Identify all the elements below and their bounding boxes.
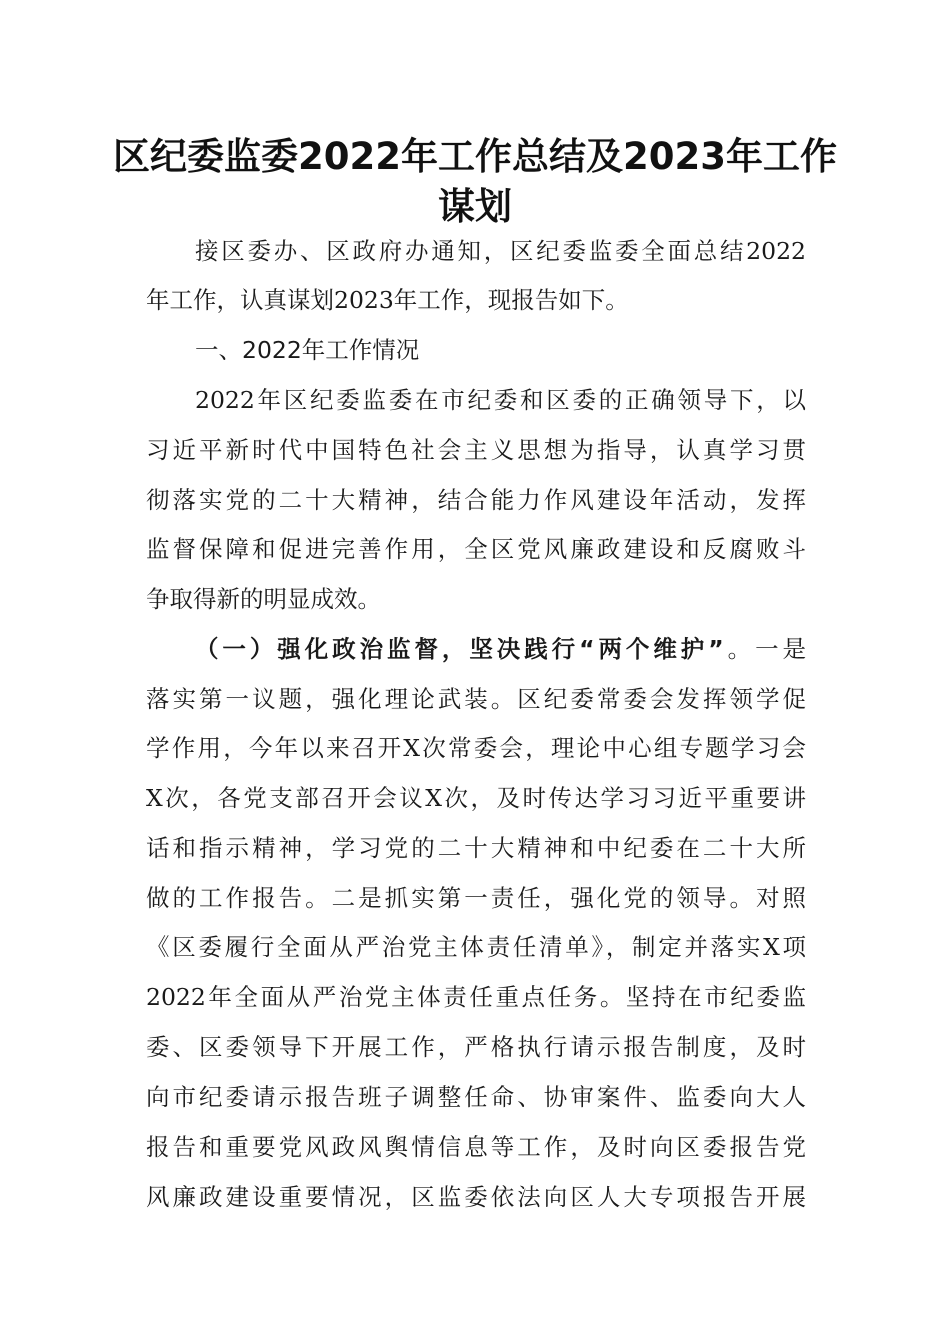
paragraph-line: 2022年区纪委监委在市纪委和区委的正确领导下，以 — [195, 386, 806, 414]
paragraph-line: 委、区委领导下开展工作，严格执行请示报告制度，及时 — [146, 1033, 806, 1061]
subsection-first-line — [195, 635, 807, 663]
paragraph-line: 《区委履行全面从严治党主体责任清单》，制定并落实X项 — [146, 933, 806, 961]
paragraph-line: 话和指示精神，学习党的二十大精神和中纪委在二十大所 — [146, 834, 806, 862]
paragraph-line: 做的工作报告。二是抓实第一责任，强化党的领导。对照 — [146, 884, 806, 912]
paragraph-line: 2022年全面从严治党主体责任重点任务。坚持在市纪委监 — [146, 983, 806, 1011]
paragraph-line: X次，各党支部召开会议X次，及时传达学习习近平重要讲 — [146, 784, 806, 812]
paragraph-line: 彻落实党的二十大精神，结合能力作风建设年活动，发挥 — [146, 486, 806, 514]
intro-line: 接区委办、区政府办通知，区纪委监委全面总结2022 — [195, 237, 806, 265]
paragraph-line: 习近平新时代中国特色社会主义思想为指导，认真学习贯 — [146, 436, 806, 464]
paragraph-line: 风廉政建设重要情况，区监委依法向区人大专项报告开展 — [146, 1183, 806, 1211]
paragraph-line: 学作用，今年以来召开X次常委会，理论中心组专题学习会 — [146, 734, 806, 762]
paragraph-line: 向市纪委请示报告班子调整任命、协审案件、监委向大人 — [146, 1083, 806, 1111]
subsection-heading: （一）强化政治监督，坚决践行“两个维护” — [195, 635, 724, 663]
paragraph-line: 报告和重要党风政风舆情信息等工作，及时向区委报告党 — [146, 1133, 806, 1161]
subsection-heading-tail: 。一是 — [723, 635, 807, 663]
paragraph-line: 争取得新的明显成效。 — [146, 585, 381, 613]
intro-line: 年工作，认真谋划2023年工作，现报告如下。 — [146, 286, 629, 314]
document-title-line-1: 区纪委监委2022年工作总结及2023年工作 — [113, 135, 837, 178]
document-title-line-2: 谋划 — [438, 185, 512, 228]
section-heading: 一、2022年工作情况 — [195, 336, 420, 364]
paragraph-line: 落实第一议题，强化理论武装。区纪委常委会发挥领学促 — [146, 685, 806, 713]
paragraph-line: 监督保障和促进完善作用，全区党风廉政建设和反腐败斗 — [146, 535, 806, 563]
